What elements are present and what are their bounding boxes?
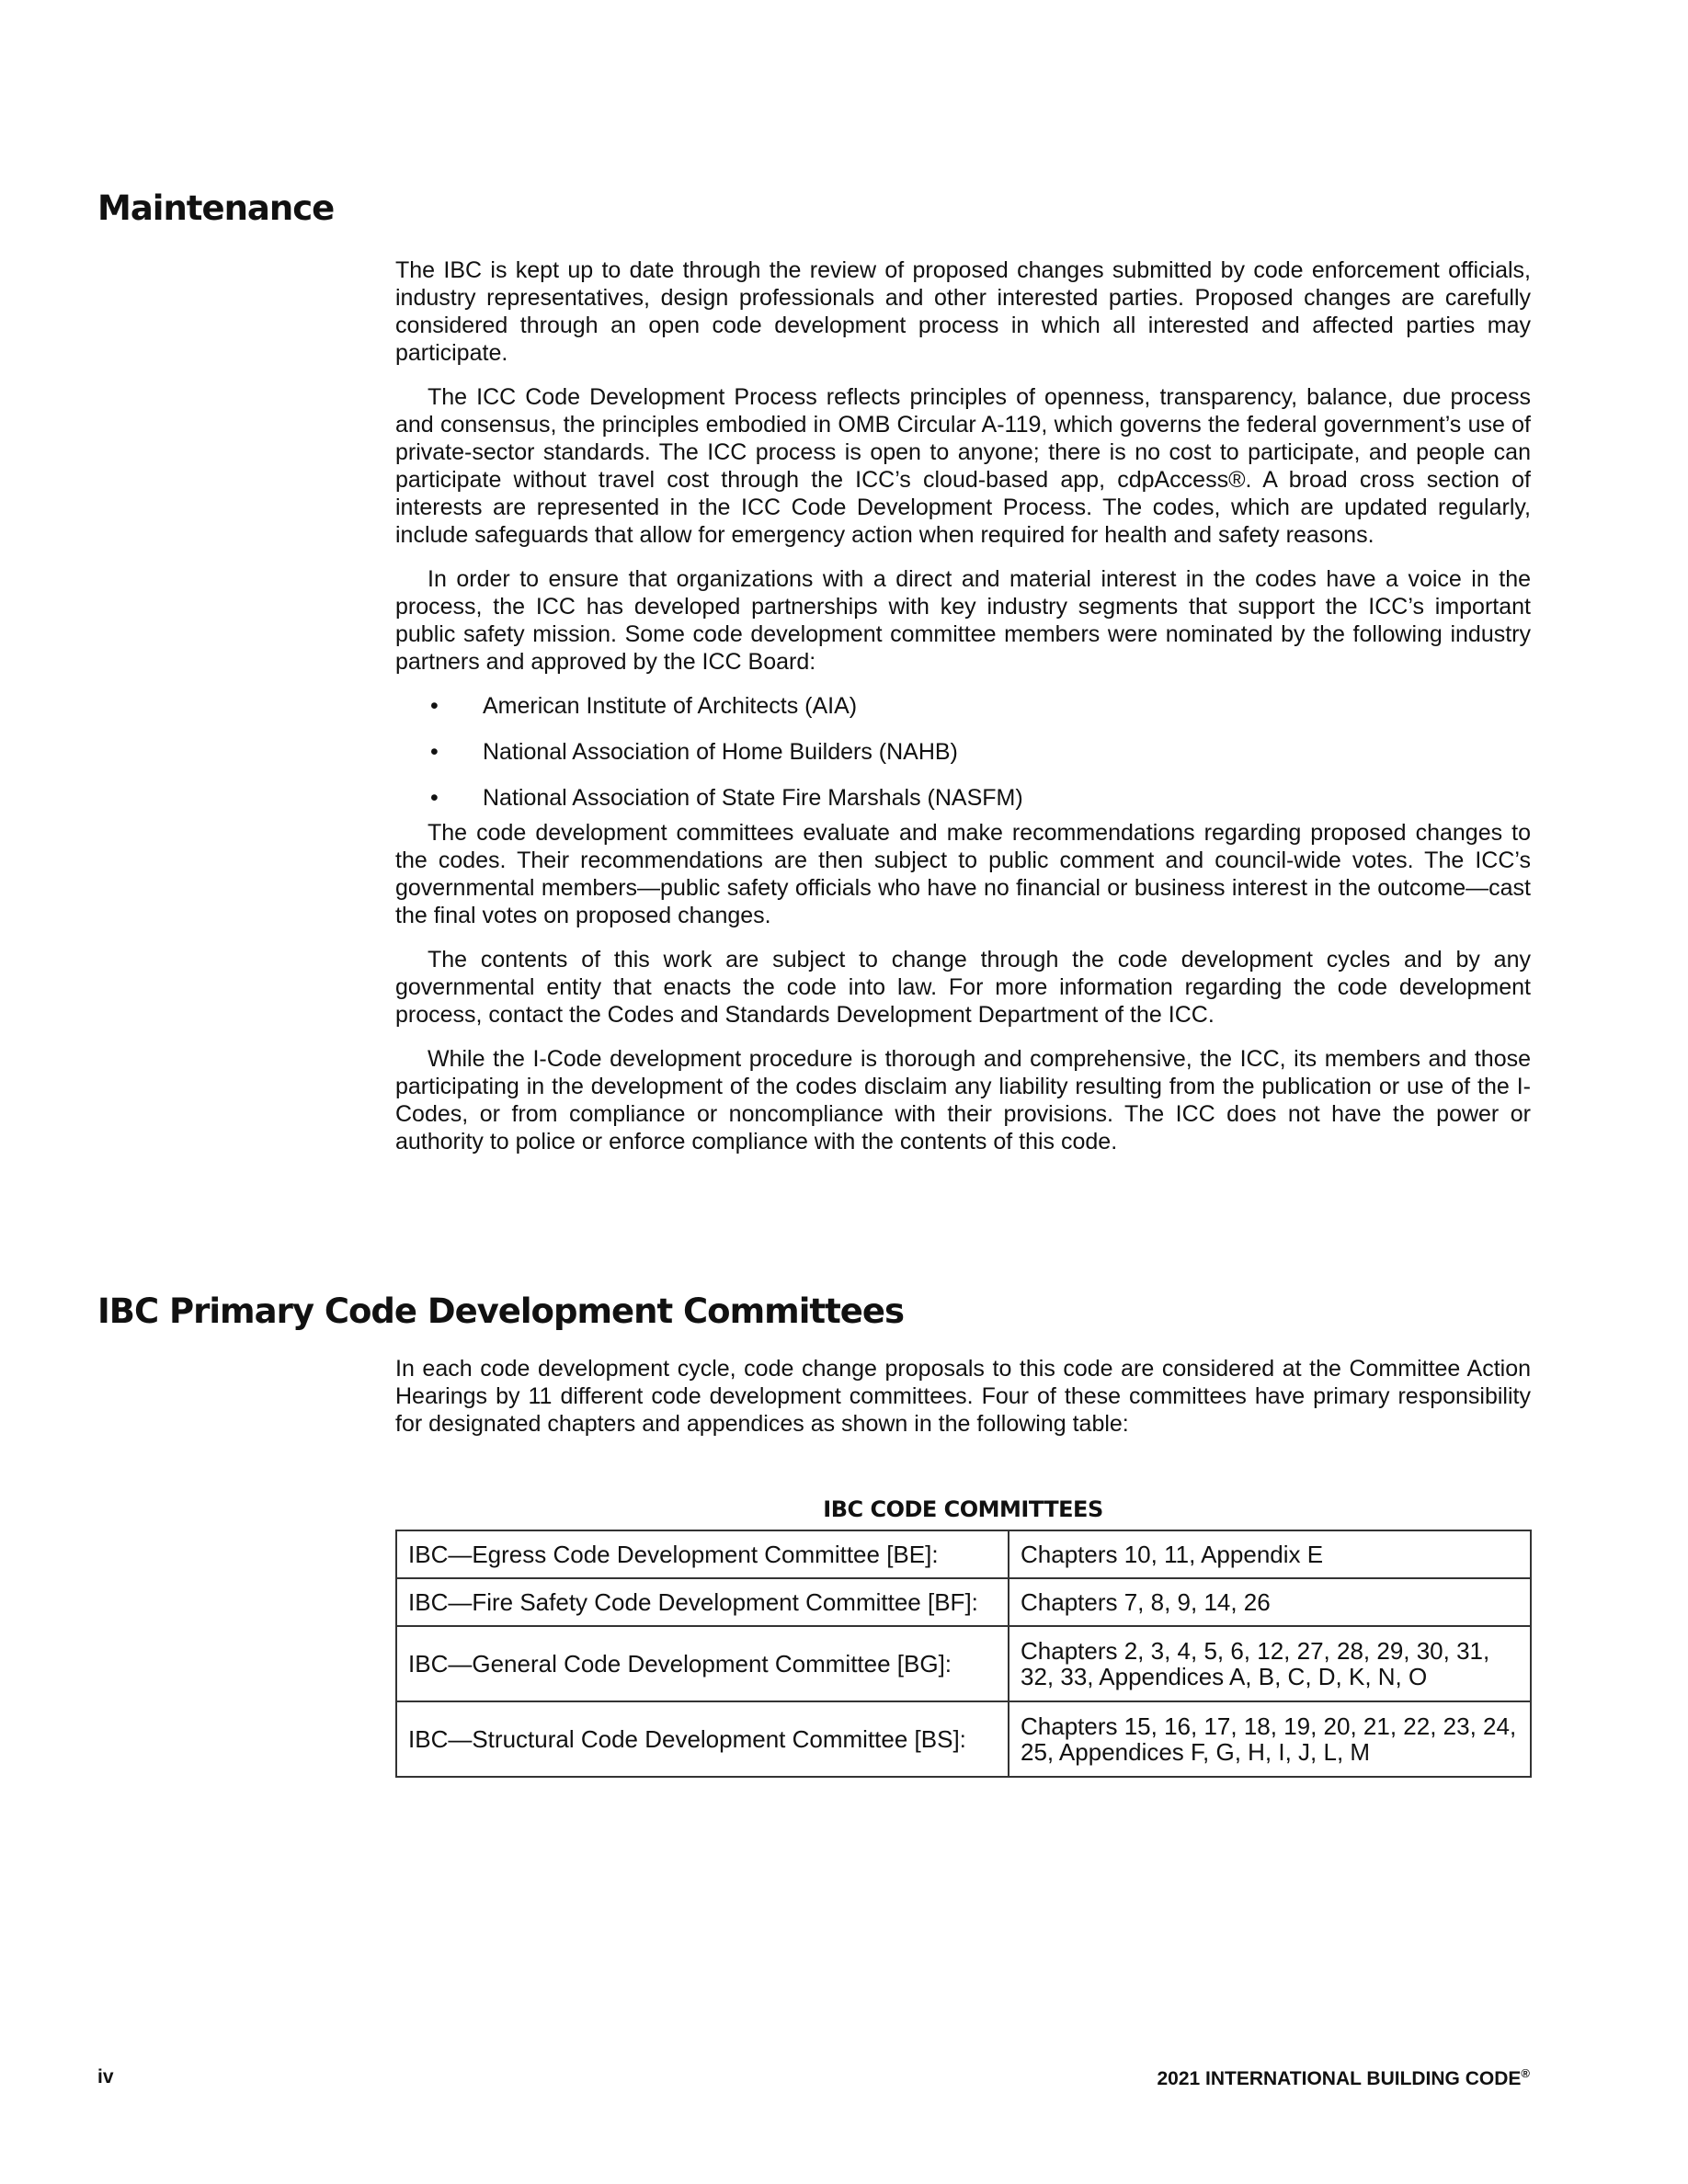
maintenance-heading: Maintenance [97,188,335,228]
committee-cell: IBC—Egress Code Development Committee [BE]: [396,1530,1009,1578]
committee-cell: IBC—Structural Code Development Committee [BS]: [396,1701,1009,1777]
table-row [396,1530,1531,1578]
page-number: iv [97,2066,114,2087]
paragraph: The ICC Code Development Process reflects principles of openness, transparency, balance, due process and consensus, the principles embodied in OMB Circular A-119, which governs the federal government’s use of private-sector standards. The ICC process is open to anyone; there is no cost to participate, and people can participate without travel cost through the ICC’s cloud-based app, cdpAccess®. A broad cross section of interests are represented in the ICC Code Development Process. The codes, which are updated regularly, include safeguards that allow for emergency action when required for health and safety reasons. [395,384,1531,548]
committees-table [395,1530,1532,1778]
maintenance-body [395,256,1531,1172]
paragraph: While the I-Code development procedure is thorough and comprehensive, the ICC, its members and those participating in the development of the codes disclaim any liability resulting from the publication or use of the I-Codes, or from compliance or noncompliance with their provisions. The ICC does not have the power or authority to police or enforce compliance with the contents of this code. [395,1046,1531,1155]
table-title: IBC CODE COMMITTEES [823,1496,1103,1522]
paragraph: In order to ensure that organizations with a direct and material interest in the codes have a voice in the process, the ICC has developed partnerships with key industry segments that support the ICC’s important public safety mission. Some code development committee members were nominated by the following industry partners and approved by the ICC Board: [395,566,1531,675]
chapters-cell: Chapters 15, 16, 17, 18, 19, 20, 21, 22, 23, 24, 25, Appendices F, G, H, I, J, L, M [1009,1701,1531,1777]
partner-name: National Association of Home Builders (NAHB) [483,739,958,765]
partner-name: American Institute of Architects (AIA) [483,693,858,719]
bullet-icon: • [430,739,439,765]
list-item [395,784,1531,819]
table-row [396,1578,1531,1626]
bullet-icon: • [430,785,439,811]
chapters-cell: Chapters 7, 8, 9, 14, 26 [1009,1578,1531,1626]
book-title: 2021 INTERNATIONAL BUILDING CODE [1157,2068,1522,2089]
list-item [395,692,1531,738]
paragraph: The IBC is kept up to date through the review of proposed changes submitted by code enforcement officials, industry representatives, design professionals and other interested parties. Proposed changes are carefully considered through an open code development process in which all interested and affected parties may participate. [395,257,1531,366]
paragraph: The contents of this work are subject to change through the code development cycles and by any governmental entity that enacts the code into law. For more information regarding the code development process, contact the Codes and Standards Development Department of the ICC. [395,947,1531,1028]
chapters-cell: Chapters 2, 3, 4, 5, 6, 12, 27, 28, 29, 30, 31, 32, 33, Appendices A, B, C, D, K, N, O [1009,1626,1531,1701]
committees-heading: IBC Primary Code Development Committees [97,1291,904,1331]
paragraph: The code development committees evaluate and make recommendations regarding proposed changes to the codes. Their recommendations are then subject to public comment and council-wide votes. The ICC’s governmental members—public safety officials who have no financial or business interest in the outcome—cast the final votes on proposed changes. [395,820,1531,928]
committee-cell: IBC—Fire Safety Code Development Committee [BF]: [396,1578,1009,1626]
registered-mark: ® [1521,2066,1530,2080]
paragraph: In each code development cycle, code change proposals to this code are considered at the Committee Action Hearings by 11 different code development committees. Four of these committees have primary responsibility for designated chapters and appendices as shown in the following table: [395,1356,1531,1437]
table-row [396,1626,1531,1701]
bullet-icon: • [430,693,439,719]
list-item [395,738,1531,784]
table-row [396,1701,1531,1777]
chapters-cell: Chapters 10, 11, Appendix E [1009,1530,1531,1578]
running-footer [1157,2066,1530,2090]
committees-intro [395,1355,1531,1454]
industry-partners-list [395,692,1531,819]
partner-name: National Association of State Fire Marshals (NASFM) [483,785,1023,811]
committee-cell: IBC—General Code Development Committee [BG]: [396,1626,1009,1701]
